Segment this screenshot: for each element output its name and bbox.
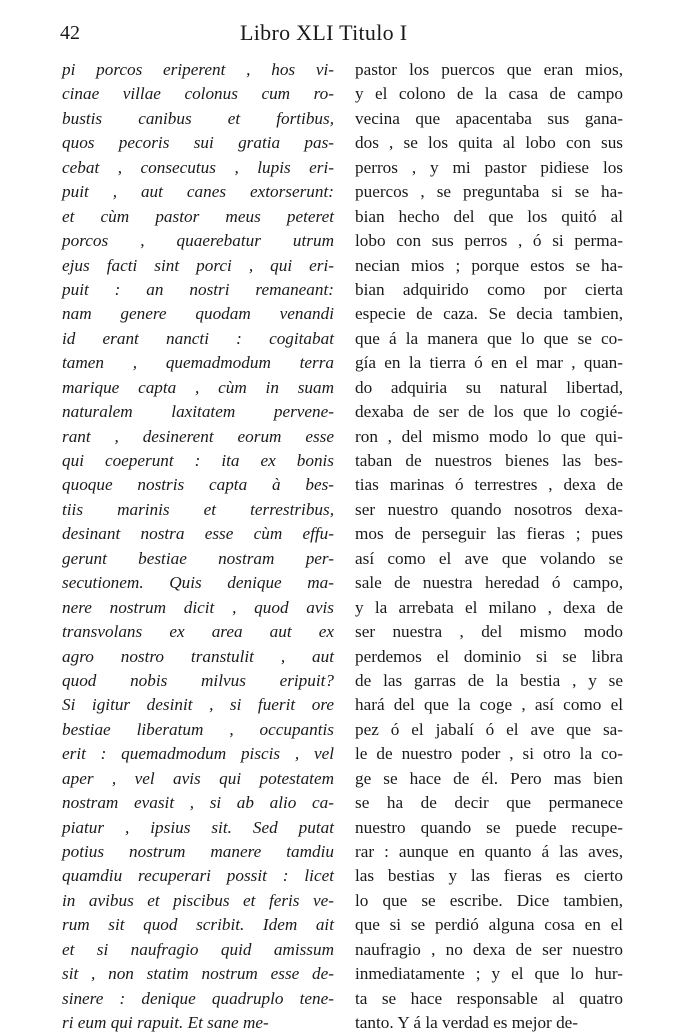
text-line: sale de nuestra heredad ó campo, xyxy=(355,573,623,593)
text-line: ser nuestro quando nosotros dexa- xyxy=(355,499,623,519)
text-line: quamdiu recuperari possit : licet xyxy=(62,866,334,886)
text-line: taban de nuestros bienes las bes- xyxy=(355,451,623,470)
text-line: ser nuestra , del mismo modo xyxy=(355,622,623,642)
text-line: nostram evasit , si ab alio ca- xyxy=(62,793,334,813)
text-line: necian mios ; porque estos se ha- xyxy=(355,255,623,275)
text-line: cebat , consecutus , lupis eri- xyxy=(62,157,334,177)
text-line: mos de perseguir las fieras ; pues xyxy=(355,524,623,544)
text-line: puercos , se preguntaba si se ha- xyxy=(355,182,623,202)
text-line: porcos , quaerebatur utrum xyxy=(62,231,334,251)
text-line: ejus facti sint porci , qui eri- xyxy=(62,255,334,275)
text-line: especie de caza. Se decia tambien, xyxy=(355,304,623,324)
text-line: bustis canibus et fortibus, xyxy=(62,108,334,128)
text-line: quod nobis milvus eripuit? xyxy=(62,670,334,690)
text-line: tias marinas ó terrestres , dexa de xyxy=(355,475,623,495)
text-line: así como el ave que volando se xyxy=(355,548,623,568)
text-line: de las garras de la bestia , y se xyxy=(355,670,623,690)
page-header xyxy=(60,20,622,54)
running-title: Libro XLI Titulo I xyxy=(240,20,408,45)
text-line: pastor los puercos que eran mios, xyxy=(355,60,623,79)
text-line: transvolans ex area aut ex xyxy=(62,622,334,642)
text-line: Si igitur desinit , si fuerit ore xyxy=(62,695,334,715)
text-line: puit : an nostri remaneant: xyxy=(62,279,334,299)
text-line: tamen , quemadmodum terra xyxy=(62,353,334,373)
text-line: naturalem laxitatem pervene- xyxy=(62,402,334,422)
text-line: se ha de decir que permanece xyxy=(355,793,623,813)
text-line: dos , se los quita al lobo con sus xyxy=(355,133,623,153)
text-line: tanto. Y á la verdad es mejor de- xyxy=(355,1013,579,1033)
text-line: nuestro quando se puede recupe- xyxy=(355,817,623,837)
text-line: vecina que apacentaba sus gana- xyxy=(355,108,623,128)
text-line: ri eum qui rapuit. Et sane me- xyxy=(62,1013,269,1033)
text-line: secutionem. Quis denique ma- xyxy=(62,573,334,593)
text-line: ge se hace de él. Pero mas bien xyxy=(355,768,623,788)
text-line: sit , non statim nostrum esse de- xyxy=(62,964,334,984)
page-number: 42 xyxy=(60,22,80,44)
text-line: et si naufragio quid amissum xyxy=(62,939,334,959)
text-line: naufragio , no dexa de ser nuestro xyxy=(355,939,623,959)
text-line: do adquiria su natural libertad, xyxy=(355,377,623,397)
text-line: qui coeperunt : ita ex bonis xyxy=(62,451,334,470)
text-line: y la arrebata el milano , dexa de xyxy=(355,597,623,617)
text-line: quoque nostris capta à bes- xyxy=(62,475,334,495)
text-line: desinant nostra esse cùm effu- xyxy=(62,524,334,544)
text-line: inmediatamente ; y el que lo hur- xyxy=(355,964,623,984)
text-line: rar : aunque en quanto á las aves, xyxy=(355,842,623,861)
text-line: que á la manera que lo que se co- xyxy=(355,328,623,348)
text-line: rum sit quod scribit. Idem ait xyxy=(62,915,334,935)
text-line: gía en la tierra ó en el mar , quan- xyxy=(355,353,623,373)
text-line: cinae villae colonus cum ro- xyxy=(62,84,334,104)
text-line: nere nostrum dicit , quod avis xyxy=(62,597,334,617)
text-line: hará del que la coge , así como el xyxy=(355,695,623,715)
text-line: bian adquirido como por cierta xyxy=(355,279,623,299)
text-line: pez ó el jabalí ó el ave que sa- xyxy=(355,719,623,739)
text-line: nam genere quodam venandi xyxy=(62,304,334,324)
text-line: las bestias y las fieras es cierto xyxy=(355,866,623,886)
text-line: rant , desinerent eorum esse xyxy=(62,426,334,446)
spanish-text-column xyxy=(355,58,623,1036)
text-line: piatur , ipsius sit. Sed putat xyxy=(62,817,334,837)
text-line: erit : quemadmodum piscis , vel xyxy=(62,744,334,764)
text-line: sinere : denique quadruplo tene- xyxy=(62,988,334,1008)
text-line: bian hecho del que los quitó al xyxy=(355,206,623,226)
text-line: le de nuestro poder , si otro la co- xyxy=(355,744,623,764)
text-line: lobo con sus perros , ó si perma- xyxy=(355,231,623,251)
text-line: quos pecoris sui gratia pas- xyxy=(62,133,334,153)
text-line: y el colono de la casa de campo xyxy=(355,84,623,104)
text-line: ron , del mismo modo lo que qui- xyxy=(355,426,623,446)
latin-text-column xyxy=(62,58,334,1036)
text-line: perdemos el dominio si se libra xyxy=(355,646,623,666)
text-line: lo que se escribe. Dice tambien, xyxy=(355,890,623,910)
text-line: et cùm pastor meus peteret xyxy=(62,206,334,226)
text-line: potius nostrum manere tamdiu xyxy=(62,842,334,861)
text-line: ta se hace responsable al quatro xyxy=(355,988,623,1008)
text-line: id erant nancti : cogitabat xyxy=(62,328,334,348)
text-line: agro nostro transtulit , aut xyxy=(62,646,334,666)
text-line: bestiae liberatum , occupantis xyxy=(62,719,334,739)
text-line: pi porcos eriperent , hos vi- xyxy=(62,60,334,79)
text-line: tiis marinis et terrestribus, xyxy=(62,499,334,519)
text-line: aper , vel avis qui potestatem xyxy=(62,768,334,788)
text-line: que si se perdió alguna cosa en el xyxy=(355,915,623,935)
text-line: marique capta , cùm in suam xyxy=(62,377,334,397)
text-line: puit , aut canes extorserunt: xyxy=(62,182,334,202)
text-line: in avibus et piscibus et feris ve- xyxy=(62,890,334,910)
text-line: perros , y mi pastor pidiese los xyxy=(355,157,623,177)
text-line: dexaba de ser de los que lo cogié- xyxy=(355,402,623,422)
text-line: gerunt bestiae nostram per- xyxy=(62,548,334,568)
